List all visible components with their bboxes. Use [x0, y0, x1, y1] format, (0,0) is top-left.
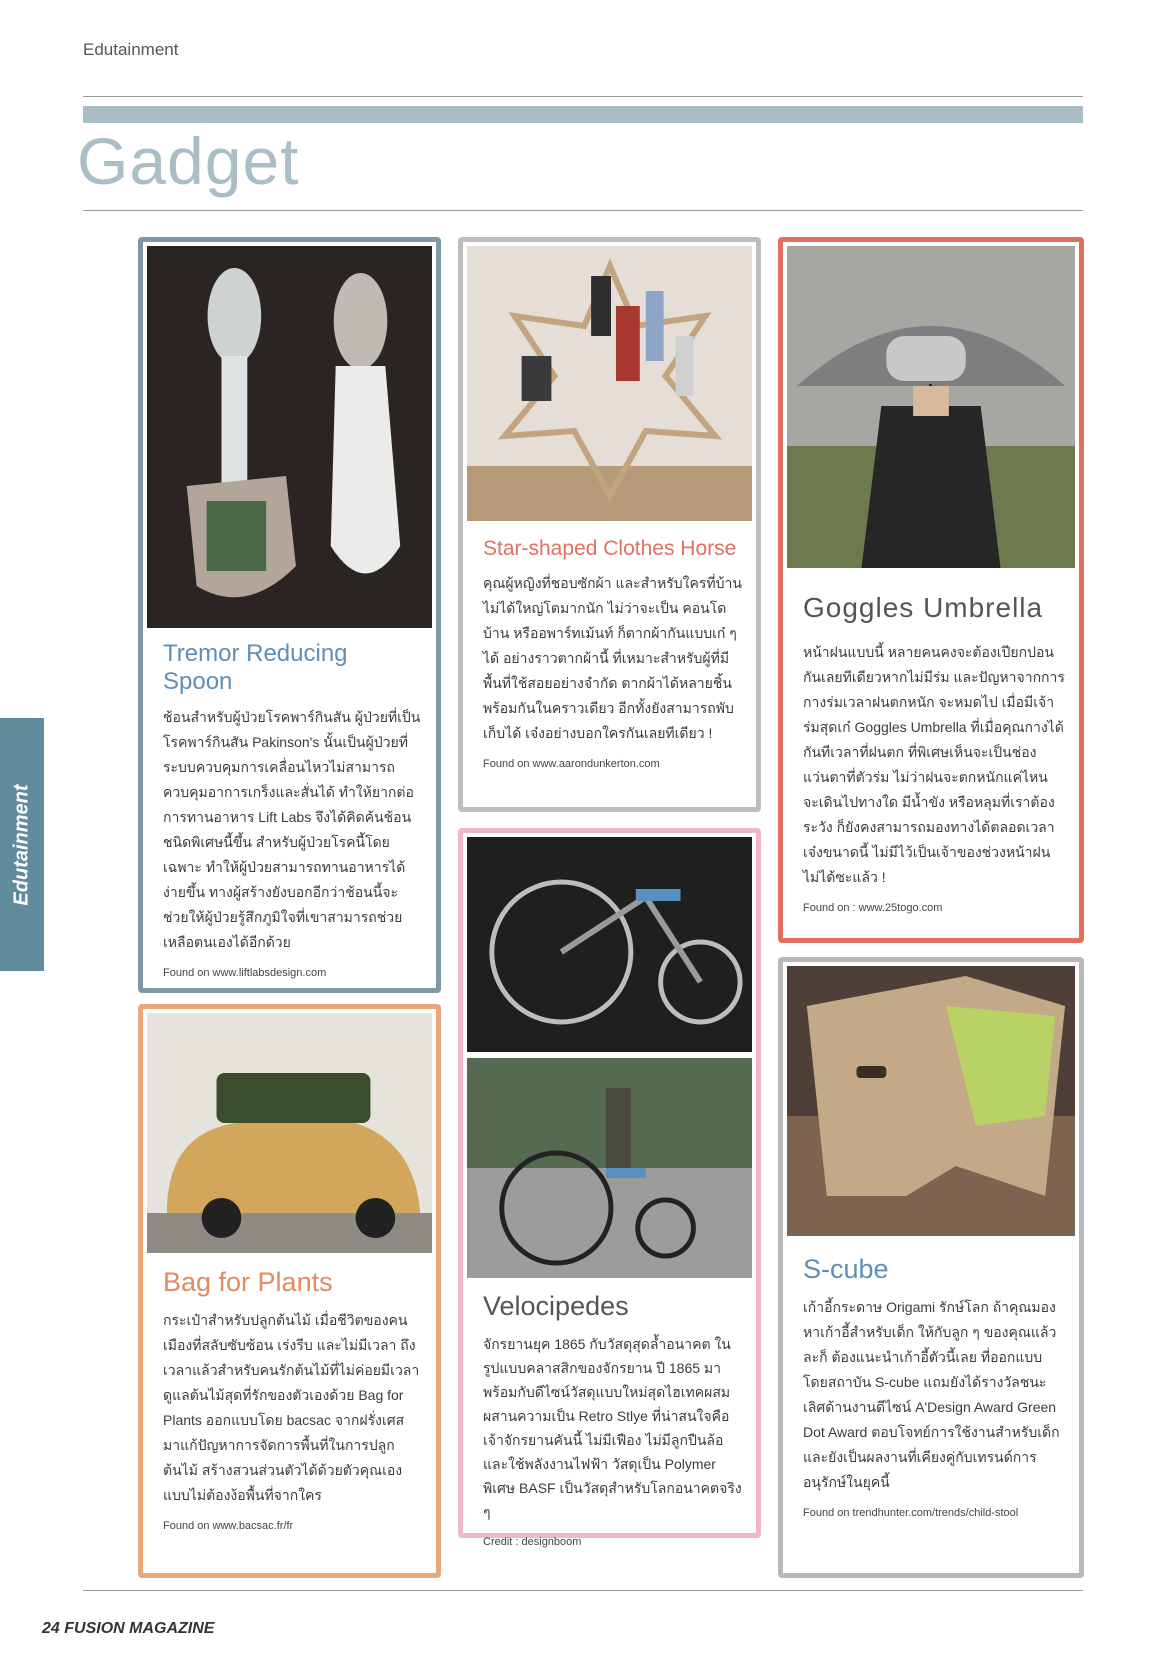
card-s-cube [778, 957, 1084, 1578]
card-title: Tremor Reducing Spoon [163, 640, 348, 695]
side-tab [0, 718, 44, 971]
card-goggles-umbrella [778, 237, 1084, 943]
spoon-photo [147, 246, 432, 628]
source-credit: Found on www.bacsac.fr/fr [163, 1520, 294, 1533]
card-clothes-horse [458, 237, 761, 812]
side-tab-label: Edutainment [10, 783, 33, 906]
card-title: Goggles Umbrella [803, 592, 1044, 623]
section-label: Edutainment [83, 40, 179, 59]
source-credit: Found on www.aarondunkerton.com [483, 758, 660, 771]
top-rule [83, 96, 1083, 97]
source-credit: Credit : designboom [483, 1536, 582, 1549]
card-title: Velocipedes [483, 1291, 629, 1321]
card-body: กระเป๋าสำหรับปลูกต้นไม้ เมื่อชีวิตของคนเมืองที่สลับซับซ้อน เร่งรีบ และไม่มีเวลา ถึงเวลาแล้วสำหรับคนรักต้นไม้ที่ไม่ค่อยมีเวลา ดูแลต้นไม้สุดที่รักของตัวเองด้วย Bag for Plants ออกแบบโดย bacsac จากฝรั่งเศส มาแก้ปัญหาการจัดการพื้นที่ในการปลูกต้นไม้ สร้างสวนส่วนตัวได้ด้วยตัวคุณเองแบบไม่ต้องง้อพื้นที่จากใคร [163, 1312, 420, 1504]
card-body: หน้าฝนแบบนี้ หลายคนคงจะต้องเปียกปอนกันเลยทีเดียวหากไม่มีร่ม และปัญหาจากการกางร่มเวลาฝนตกหนัก จะหมดไป เมื่อมีเจ้าร่มสุดเก๋ Goggles Umbrella ที่เมื่อคุณกางได้กันทีเวลาที่ฝนตก ที่พิเศษเห็นจะเป็นช่องแว่นตาที่ตัวร่ม ไม่ว่าฝนจะตกหนักแค่ไหน จะเดินไปทางใด มีน้ำขัง หรือหลุมที่เราต้องระวัง ก็ยังคงสามารถมองทางได้ตลอดเวลา เจ๋งขนาดนี้ ไม่มีไว้เป็นเจ้าของช่วงหน้าฝนไม่ได้ซะแล้ว ! [803, 644, 1065, 886]
page-folio: 24 FUSION MAGAZINE [42, 1620, 215, 1637]
card-body: จักรยานยุค 1865 กับวัสดุสุดล้ำอนาคต ในรูปแบบคลาสสิกของจักรยาน ปี 1865 มาพร้อมกับดีไซน์วัสดุแบบใหม่สุดไฮเทคผสมผสานความเป็น Retro Stlye ที่น่าสนใจคือ เจ้าจักรยานคันนี้ ไม่มีเฟือง ไม่มีลูกปืนล้อ และใช้พลังงานไฟฟ้า วัสดุเป็น Polymer พิเศษ BASF เป็นวัสดุสำหรับโลกอนาคตจริง ๆ [483, 1336, 742, 1521]
page-title: Gadget [77, 124, 300, 198]
velocipede-photo-1 [467, 837, 752, 1052]
card-body: เก้าอี้กระดาษ Origami รักษ์โลก ถ้าคุณมองหาเก้าอี้สำหรับเด็ก ให้กับลูก ๆ ของคุณแล้วละก็ ต้องแนะนำเก้าอี้ตัวนี้เลย ที่ออกแบบโดยสถาบัน S-cube แถมยังได้รางวัลชนะเลิศด้านงานดีไซน์ A'Design Award Green Dot Award ตอบโจทย์การใช้งานสำหรับเด็ก และยังเป็นผลงานที่เคียงคู่กับเทรนด์การอนุรักษ์ในยุคนี้ [803, 1299, 1060, 1491]
card-velocipedes [458, 828, 761, 1549]
bag-for-plants-photo [147, 1013, 432, 1253]
source-credit: Found on : www.25togo.com [803, 902, 943, 915]
title-rule [83, 210, 1083, 211]
header-band [83, 106, 1083, 123]
card-title: S-cube [803, 1254, 889, 1284]
source-credit: Found on trendhunter.com/trends/child-stool [803, 1507, 1019, 1520]
card-body: คุณผู้หญิงที่ชอบซักผ้า และสำหรับใครที่บ้านไม่ได้ใหญ่โตมากนัก ไม่ว่าจะเป็น คอนโด บ้าน หรืออพาร์ทเม้นท์ ก็ตากผ้ากันแบบเก๋ ๆ ได้ อย่างราวตากผ้านี้ ที่เหมาะสำหรับผู้ที่มีพื้นที่ใช้สอยอย่างจำกัด ตากผ้าได้หลายชิ้นพร้อมกันในคราวเดียว อีกทั้งยังสามารถพับเก็บได้ เจ๋งอย่างบอกใครกันเลยทีเดียว ! [483, 575, 742, 742]
s-cube-photo [787, 966, 1075, 1236]
card-title: Star-shaped Clothes Horse [483, 537, 737, 560]
bottom-rule [83, 1590, 1083, 1591]
card-body: ช้อนสำหรับผู้ป่วยโรคพาร์กินสัน ผู้ป่วยที่เป็นโรคพาร์กินสัน Pakinson's นั้นเป็นผู้ป่วยที่ระบบควบคุมการเคลื่อนไหวไม่สามารถควบคุมอาการเกร็งและสั่นได้ ทำให้ยากต่อการทานอาหาร Lift Labs จึงได้คิดค้นช้อนชนิดพิเศษนี้ขึ้น สำหรับผู้ป่วยโรคนี้โดยเฉพาะ ทำให้ผู้ป่วยสามารถทานอาหารได้ง่ายขึ้น ทางผู้สร้างยังบอกอีกว่าช้อนนี้จะช่วยให้ผู้ป่วยรู้สึกภูมิใจที่เขาสามารถช่วยเหลือตนเองได้อีกด้วย [163, 709, 421, 951]
source-credit: Found on www.liftlabsdesign.com [163, 967, 327, 980]
velocipede-photo-2 [467, 1058, 752, 1278]
card-tremor-spoon [138, 237, 441, 993]
card-title: Bag for Plants [163, 1267, 333, 1297]
card-bag-for-plants [138, 1004, 441, 1578]
umbrella-photo [787, 246, 1075, 568]
clothes-horse-photo [467, 246, 752, 521]
